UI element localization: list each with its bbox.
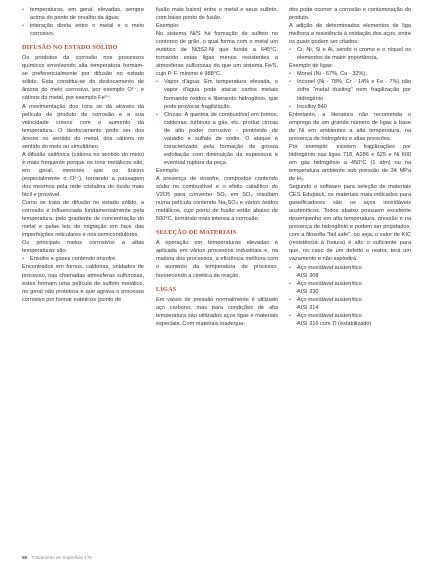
list-item: • Monel (Ni - 67%, Cu - 32%),	[289, 70, 411, 78]
section-heading-difusao: DIFUSÃO NO ESTADO SÓLIDO	[22, 44, 118, 52]
paragraph: Por exemplo: existem fragilizações por hidrogênio nas ligas 718, A286 e 625 e Ni 600 em gás hidrogênio a 450°C (1 atm) ou na temperatura ambiente sob pressão de 34 MPa de H₂.	[289, 143, 411, 182]
paragraph: A operação em temperaturas elevadas é aplicada em vários processos industriais e, na maioria dos processos, a eficiência melhora com o aumento da temperatura de processo, favorecendo a cinética de reação.	[156, 240, 278, 279]
list-item-line: Aço inoxidável austenítico	[297, 296, 362, 303]
bullet-list-mid	[22, 255, 144, 263]
list-item-line: AISI 330	[297, 288, 319, 295]
list-item: • Inconel (Ni - 78%, Cr - 14% e Fe - 7%) não sofre "metal dusting" nem fragilização por hidrogênio	[289, 78, 411, 102]
list-item: • Vapor d'água: Em temperatura elevada, o vapor d'água pode atacar certos metais formando óxidos e liberando hidrogênio, que pode provocar fragilização.	[156, 78, 278, 110]
paragraph: Encontrados em fornos, caldeiras, unidades de processo, nas chamadas atmosferas sulfurosas, estes formam uma película de sulfeto metálico, no geral não protetora e que agrava o processo corrosivo por formar eutéticos (ponto de	[22, 264, 144, 303]
column-1	[22, 6, 144, 304]
bullet-list-top	[22, 6, 144, 38]
example-label: Exemplo de ligas:	[289, 63, 334, 70]
example-label: Exemplo:	[156, 167, 180, 174]
paragraph: dos pode ocorrer a corrosão e contaminação do produto.	[289, 7, 411, 22]
example-label: Exemplo:	[156, 23, 180, 30]
list-item: • Enxofre e gases contendo enxofre.	[22, 255, 144, 263]
bullet-list-elements	[289, 46, 411, 62]
column-3	[289, 6, 411, 328]
section-heading-selecao: SELEÇÃO DE MATERIAIS	[156, 229, 237, 237]
page-number: 58	[22, 555, 28, 560]
list-item	[289, 296, 411, 312]
list-item-line: AISI 316 com Ti (estabilizado)	[297, 320, 372, 327]
paragraph: Como se trata de difusão no estado sólido, a corrosão é influenciada fundamentalmente pela temperatura, pelo gradiente de concentração do metal e pelas leis de migração em face das imperfeições reticulares e nos semicondutores.	[22, 200, 144, 239]
paragraph: A presença de enxofre, compostos contendo sódio no combustível e o efeito catalítico do V2O5 para converter SO₂ em SO₃ resultam numa película contendo Na₂SO₄ e vários óxidos metálicos, cujo ponto de fusão estão abaixo de 500°C, tornando mais intensa a corrosão.	[156, 175, 278, 223]
paragraph: Em vasos de pressão normalmente é utilizado aço carbono, mas para condições de alta temperatura são utilizados aços ligas e materiais especiais. Com materiais inadequa-	[156, 296, 278, 327]
list-item-line: Aço inoxidável austenítico	[297, 312, 362, 319]
bullet-list-aco	[289, 264, 411, 328]
paragraph: No sistema Ni/S há formação de sulfeto no contorno de grão, o qual forma com o metal um eutético de Ni3S2-Ni que funde a 645°C, tornando estas ligas menos resistentes a atmosferas sulfurosas do que um sistema Fe/S, cujo P. F. mínimo é 988°C.	[156, 31, 278, 78]
list-item	[289, 312, 411, 328]
page-footer	[22, 555, 92, 560]
list-item-line: Aço inoxidável austenítico	[297, 280, 362, 287]
list-item	[289, 264, 411, 280]
list-item-line: Aço inoxidável austenítico	[297, 264, 362, 271]
list-item-line: AISI 314	[297, 304, 319, 311]
list-item: • interação direta entre o metal e o meio corrosivo.	[22, 22, 144, 38]
paragraph: A movimentação dos íons se dá através da película de produto de corrosão e a sua velocidade cresce com o aumento da temperatura. O deslocamento pode ser dos ânions no sentido do metal, dos cátions no sentido do meio ou simultâneo.	[22, 103, 144, 150]
column-2	[156, 6, 278, 328]
list-item	[289, 280, 411, 296]
list-item-line: AISI 308	[297, 272, 319, 279]
paragraph: Os principais meios corrosivos a altas temperaturas são:	[22, 240, 144, 255]
paragraph: Entretanto, a literatura não recomenda o emprego de um grande número de ligas a base de Ni em ambientes a alta temperatura, na presença de hidrogênio e altas pressões.	[289, 111, 411, 142]
bullet-list-media	[156, 78, 278, 167]
paragraph: A adição de determinados elementos de liga melhora a resistência à oxidação dos aços, entre os quais podem ser citados:	[289, 23, 411, 46]
paragraph: fusão mais baixo) entre o metal e seus sulfeto, com baixo ponto de fusão.	[156, 7, 278, 22]
section-heading-ligas: LIGAS	[156, 285, 177, 293]
list-item: • Cinzas: A queima de combustível em fornos, caldeiras, turbinas a gás, etc. produz cinzas de alto poder corrosivo - pentóxido de vanádio e sulfato de sódio. O ataque é caracterizado pela formação de grossa esfoliação com diminuição da espessura e eventual ruptura da peça.	[156, 111, 278, 167]
paragraph: Os produtos da corrosão nos processos químicos envolvendo alta temperatura formam-se preferencialmente por difusão no estado sólido. Esta constitui-se do deslocamento de ânions do meio corrosivo, por exemplo O²⁻, e cátions do metal, por exemplo Fe²⁺.	[22, 55, 144, 102]
bullet-list-ligas	[289, 70, 411, 110]
paragraph: A difusão catiônica (cátions no sentido do meio) é mais frequente porque os íons metálicos são, em geral, menores que os ânions (especialmente o O²⁻), tornando a passagem dos mesmos pela rede cristalina do óxido mais fácil e provável.	[22, 151, 144, 199]
list-item: • Incolloy 840	[289, 103, 411, 111]
paragraph: Segundo o software para seleção de materiais CES Edupack, os materiais mais indicados para gaseificadores são os aços inoxidáveis austeníticos. Todos abaixo possuem excelente desempenho em alta temperatura, pressão e na presença de hidrogênio e podem ser projetados, com a filosofia "fail safe", ou seja, o valor de KIC (resistência à fratura) é alto o suficiente para que, no caso de um defeito o reator, terá um vazamento e não explodirá.	[289, 184, 411, 263]
list-item: • Cr, Ni, Si e Al, sendo o cromo e o níquel os elementos de maior importância,	[289, 46, 411, 62]
publication-name: Tratamento de Superfície 176	[31, 555, 92, 560]
list-item: • temperaturas, em geral, elevadas, sempre acima do ponto de orvalho da água;	[22, 6, 144, 22]
